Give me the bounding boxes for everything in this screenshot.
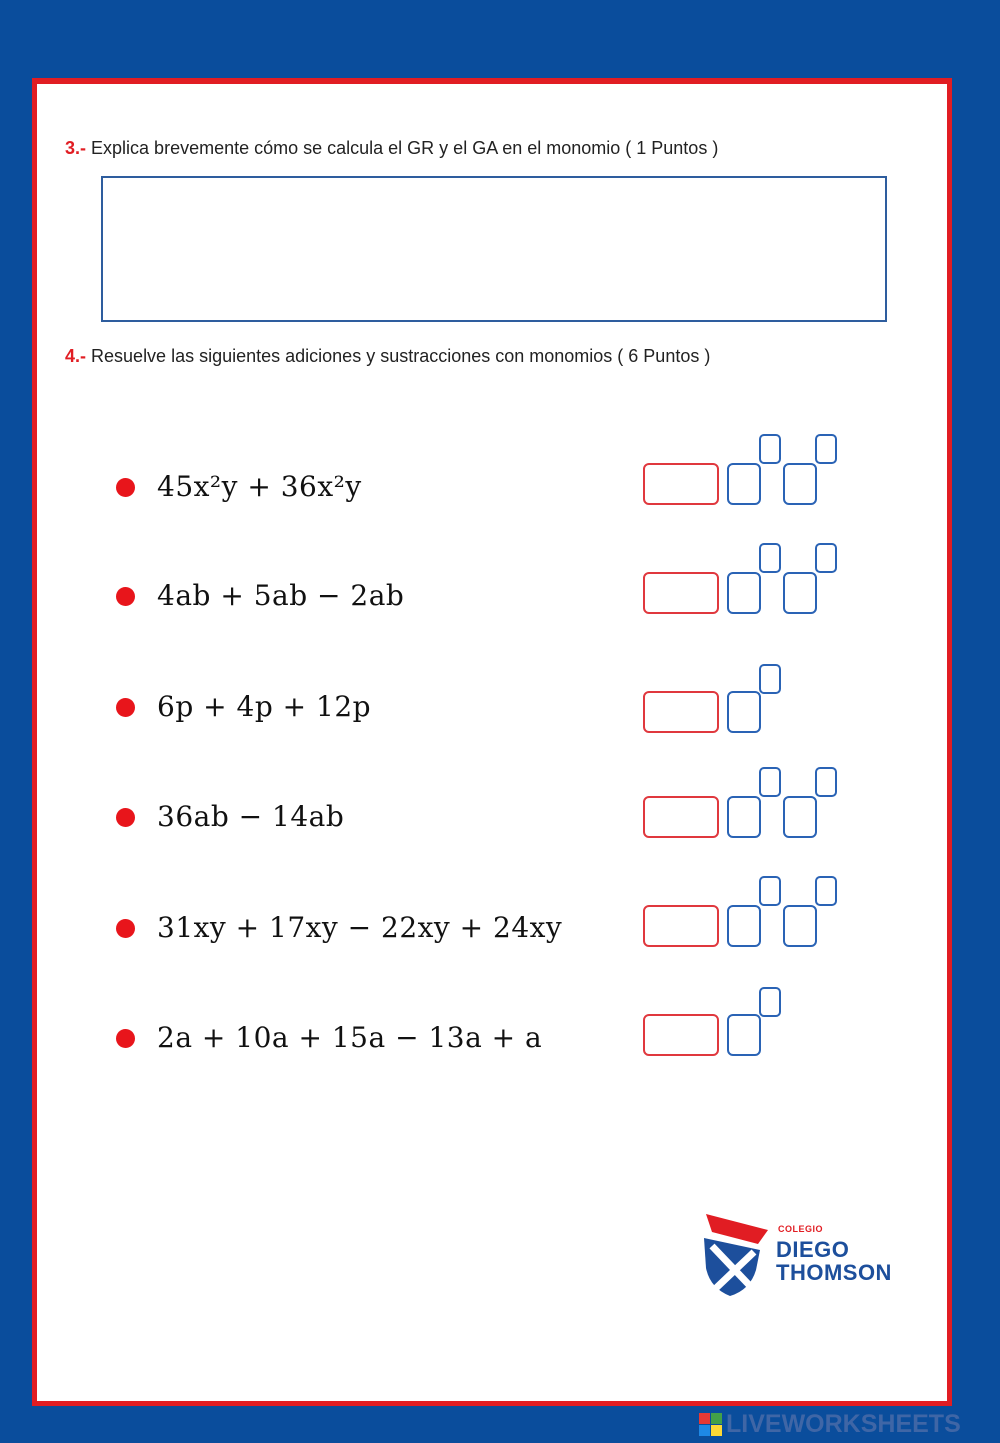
exponent-answer-box[interactable] <box>759 767 781 797</box>
logo-name-line2: THOMSON <box>776 1260 892 1285</box>
exercise-expression: 36ab − 14ab <box>157 800 345 833</box>
variable-answer-box[interactable] <box>727 905 761 947</box>
exercise-row-1 <box>37 458 947 518</box>
exercise-expression: 4ab + 5ab − 2ab <box>157 579 405 612</box>
liveworksheets-text: LIVEWORKSHEETS <box>726 1410 961 1438</box>
exponent-answer-box[interactable] <box>759 543 781 573</box>
exponent-answer-box[interactable] <box>815 876 837 906</box>
exercise-expression: 31xy + 17xy − 22xy + 24xy <box>157 911 563 944</box>
exponent-answer-box[interactable] <box>759 664 781 694</box>
exponent-answer-box[interactable] <box>815 434 837 464</box>
exercise-row-3 <box>37 678 947 738</box>
coefficient-answer-box[interactable] <box>643 1014 719 1056</box>
coefficient-answer-box[interactable] <box>643 796 719 838</box>
exponent-answer-box[interactable] <box>759 987 781 1017</box>
variable-answer-box[interactable] <box>727 463 761 505</box>
exponent-answer-box[interactable] <box>815 767 837 797</box>
exercise-row-6 <box>37 1009 947 1069</box>
variable-answer-box[interactable] <box>727 1014 761 1056</box>
bullet-icon <box>116 698 135 717</box>
bullet-icon <box>116 919 135 938</box>
variable-answer-box[interactable] <box>783 905 817 947</box>
question-4-title <box>65 346 710 367</box>
liveworksheets-watermark <box>698 1410 998 1440</box>
exercise-expression: 6p + 4p + 12p <box>157 690 372 723</box>
bullet-icon <box>116 478 135 497</box>
variable-answer-box[interactable] <box>783 572 817 614</box>
question-3-text: Explica brevemente cómo se calcula el GR y el GA en el monomio ( 1 Puntos ) <box>91 138 719 158</box>
logo-name-line1: DIEGO <box>776 1237 850 1262</box>
variable-answer-box[interactable] <box>727 572 761 614</box>
exponent-answer-box[interactable] <box>815 543 837 573</box>
coefficient-answer-box[interactable] <box>643 691 719 733</box>
question-3-number: 3.- <box>65 138 87 158</box>
liveworksheets-logo-icon <box>698 1412 724 1438</box>
bullet-icon <box>116 1029 135 1048</box>
exercise-row-2 <box>37 567 947 627</box>
coefficient-answer-box[interactable] <box>643 572 719 614</box>
variable-answer-box[interactable] <box>727 796 761 838</box>
exercise-row-5 <box>37 899 947 959</box>
coefficient-answer-box[interactable] <box>643 463 719 505</box>
logo-colegio-text: COLEGIO <box>778 1224 824 1234</box>
worksheet-page <box>32 78 952 1406</box>
exercise-expression: 45x²y + 36x²y <box>157 470 362 503</box>
variable-answer-box[interactable] <box>783 463 817 505</box>
question-4-number: 4.- <box>65 346 87 366</box>
bullet-icon <box>116 587 135 606</box>
bullet-icon <box>116 808 135 827</box>
exercise-expression: 2a + 10a + 15a − 13a + a <box>157 1021 543 1054</box>
exponent-answer-box[interactable] <box>759 434 781 464</box>
variable-answer-box[interactable] <box>727 691 761 733</box>
coefficient-answer-box[interactable] <box>643 905 719 947</box>
exponent-answer-box[interactable] <box>759 876 781 906</box>
variable-answer-box[interactable] <box>783 796 817 838</box>
question-4-text: Resuelve las siguientes adiciones y sustracciones con monomios ( 6 Puntos ) <box>91 346 711 366</box>
school-logo <box>700 1210 900 1300</box>
question-3-title <box>65 138 718 159</box>
shield-icon <box>700 1210 774 1300</box>
question-3-answer-box[interactable] <box>101 176 887 322</box>
exercise-row-4 <box>37 788 947 848</box>
